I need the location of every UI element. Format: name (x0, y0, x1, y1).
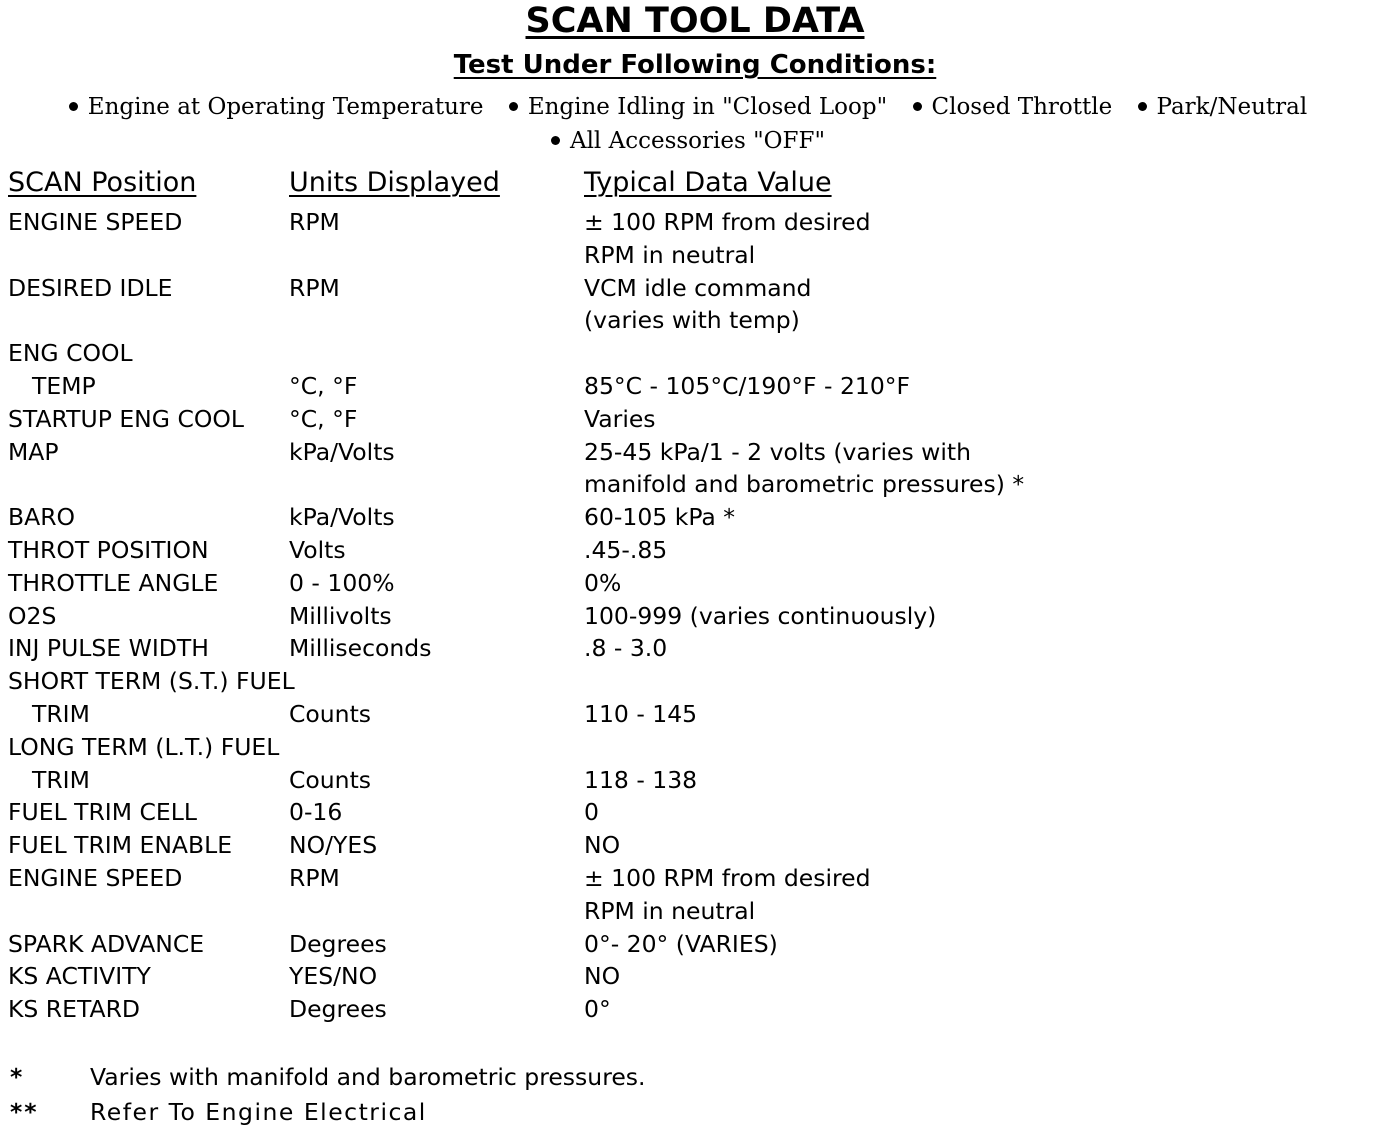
condition-item: All Accessories "OFF" (551, 128, 825, 154)
units-cell: NO/YES (289, 831, 378, 860)
typical-value-cell: manifold and barometric pressures) * (584, 470, 1025, 499)
footnote-1 (0, 1060, 1376, 1094)
column-header-typical-data-value: Typical Data Value (584, 167, 832, 198)
table-row (0, 567, 1376, 600)
scan-position-cell: O2S (8, 601, 57, 630)
units-cell: °C, °F (289, 404, 358, 433)
scan-position-cell: INJ PULSE WIDTH (8, 634, 209, 663)
units-cell: YES/NO (289, 962, 378, 991)
scan-position-cell: TRIM (32, 765, 90, 794)
typical-value-cell: Varies (584, 404, 656, 433)
condition-item: Engine at Operating Temperature (69, 94, 484, 120)
table-row (0, 370, 1376, 403)
table-row (0, 928, 1376, 961)
typical-value-cell: 85°C - 105°C/190°F - 210°F (584, 372, 911, 400)
table-row (0, 206, 1376, 239)
scan-position-cell: ENGINE SPEED (8, 864, 183, 892)
scan-position-cell: ENGINE SPEED (8, 208, 183, 236)
typical-value-cell: 0°- 20° (VARIES) (584, 929, 778, 958)
scan-position-cell: DESIRED IDLE (8, 273, 173, 302)
typical-value-cell: .45-.85 (584, 536, 668, 564)
table-row (0, 468, 1376, 501)
units-cell: Degrees (289, 995, 387, 1024)
table-row (0, 796, 1376, 829)
footnote-mark: ** (10, 1098, 39, 1126)
table-row (0, 960, 1376, 993)
table-row (0, 665, 1376, 698)
scan-position-cell: KS ACTIVITY (8, 962, 151, 991)
units-cell: Milliseconds (289, 634, 432, 663)
table-row (0, 895, 1376, 928)
condition-item: Engine Idling in "Closed Loop" (509, 94, 887, 120)
table-row (0, 600, 1376, 633)
table-row (0, 731, 1376, 764)
units-cell: kPa/Volts (289, 503, 395, 532)
scan-position-cell: TEMP (32, 372, 96, 400)
units-cell: °C, °F (289, 372, 358, 400)
table-row (0, 698, 1376, 731)
scan-position-cell: LONG TERM (L.T.) FUEL (8, 732, 280, 761)
table-row (0, 993, 1376, 1026)
conditions-line-1 (0, 92, 1376, 122)
bullet-icon (551, 136, 560, 145)
table-row (0, 304, 1376, 337)
typical-value-cell: 118 - 138 (584, 765, 698, 794)
footnote-mark: * (10, 1063, 25, 1091)
scan-position-cell: KS RETARD (8, 995, 141, 1024)
table-row (0, 436, 1376, 469)
page-title: SCAN TOOL DATA (525, 1, 865, 41)
units-cell: Volts (289, 536, 346, 564)
bullet-icon (509, 102, 518, 111)
typical-value-cell: .8 - 3.0 (584, 634, 668, 663)
table-row (0, 829, 1376, 862)
scan-position-cell: ENG COOL (8, 339, 133, 368)
typical-value-cell: RPM in neutral (584, 240, 756, 269)
bullet-icon (69, 102, 78, 111)
typical-value-cell: 0% (584, 568, 622, 597)
scan-position-cell: THROTTLE ANGLE (8, 568, 219, 597)
scan-position-cell: MAP (8, 437, 59, 466)
scan-position-cell: FUEL TRIM CELL (8, 798, 197, 827)
units-cell: RPM (289, 273, 340, 302)
typical-value-cell: VCM idle command (584, 273, 812, 302)
units-cell: Degrees (289, 929, 387, 958)
scan-position-cell: FUEL TRIM ENABLE (8, 831, 233, 860)
typical-value-cell: ± 100 RPM from desired (584, 208, 871, 236)
units-cell: 0 - 100% (289, 568, 395, 597)
units-cell: RPM (289, 208, 340, 236)
footnote-text: Varies with manifold and barometric pressures. (90, 1063, 646, 1091)
units-cell: Millivolts (289, 601, 392, 630)
column-header-scan-position: SCAN Position (8, 167, 197, 198)
table-row (0, 337, 1376, 370)
units-cell: kPa/Volts (289, 437, 395, 466)
units-cell: 0-16 (289, 798, 343, 827)
typical-value-cell: 100-999 (varies continuously) (584, 601, 937, 630)
typical-value-cell: 60-105 kPa * (584, 503, 736, 532)
table-row (0, 239, 1376, 272)
typical-value-cell: 0° (584, 995, 611, 1024)
typical-value-cell: 0 (584, 798, 599, 827)
typical-value-cell: 25-45 kPa/1 - 2 volts (varies with (584, 437, 972, 466)
page-subtitle: Test Under Following Conditions: (453, 50, 937, 80)
conditions-line-2 (0, 126, 1376, 156)
condition-item: Park/Neutral (1138, 94, 1308, 120)
bullet-icon (913, 102, 922, 111)
table-row (0, 862, 1376, 895)
scan-position-cell: SPARK ADVANCE (8, 929, 205, 958)
typical-value-cell: (varies with temp) (584, 306, 800, 335)
scan-position-cell: THROT POSITION (8, 536, 209, 564)
units-cell: Counts (289, 700, 372, 728)
footnote-2 (0, 1095, 1376, 1129)
table-row (0, 403, 1376, 436)
typical-value-cell: 110 - 145 (584, 700, 698, 728)
condition-item: Closed Throttle (913, 94, 1113, 120)
table-row (0, 534, 1376, 567)
scan-position-cell: STARTUP ENG COOL (8, 404, 244, 433)
typical-value-cell: NO (584, 962, 621, 991)
scan-position-cell: TRIM (32, 700, 90, 728)
scan-position-cell: SHORT TERM (S.T.) FUEL (8, 667, 295, 696)
table-row (0, 632, 1376, 665)
units-cell: RPM (289, 864, 340, 892)
bullet-icon (1138, 102, 1147, 111)
units-cell: Counts (289, 765, 372, 794)
typical-value-cell: ± 100 RPM from desired (584, 864, 871, 892)
table-row (0, 272, 1376, 305)
scan-position-cell: BARO (8, 503, 76, 532)
footnote-text: Refer To Engine Electrical (90, 1098, 427, 1126)
typical-value-cell: RPM in neutral (584, 896, 756, 925)
table-row (0, 501, 1376, 534)
table-row (0, 764, 1376, 797)
typical-value-cell: NO (584, 831, 621, 860)
column-header-units-displayed: Units Displayed (289, 167, 500, 198)
